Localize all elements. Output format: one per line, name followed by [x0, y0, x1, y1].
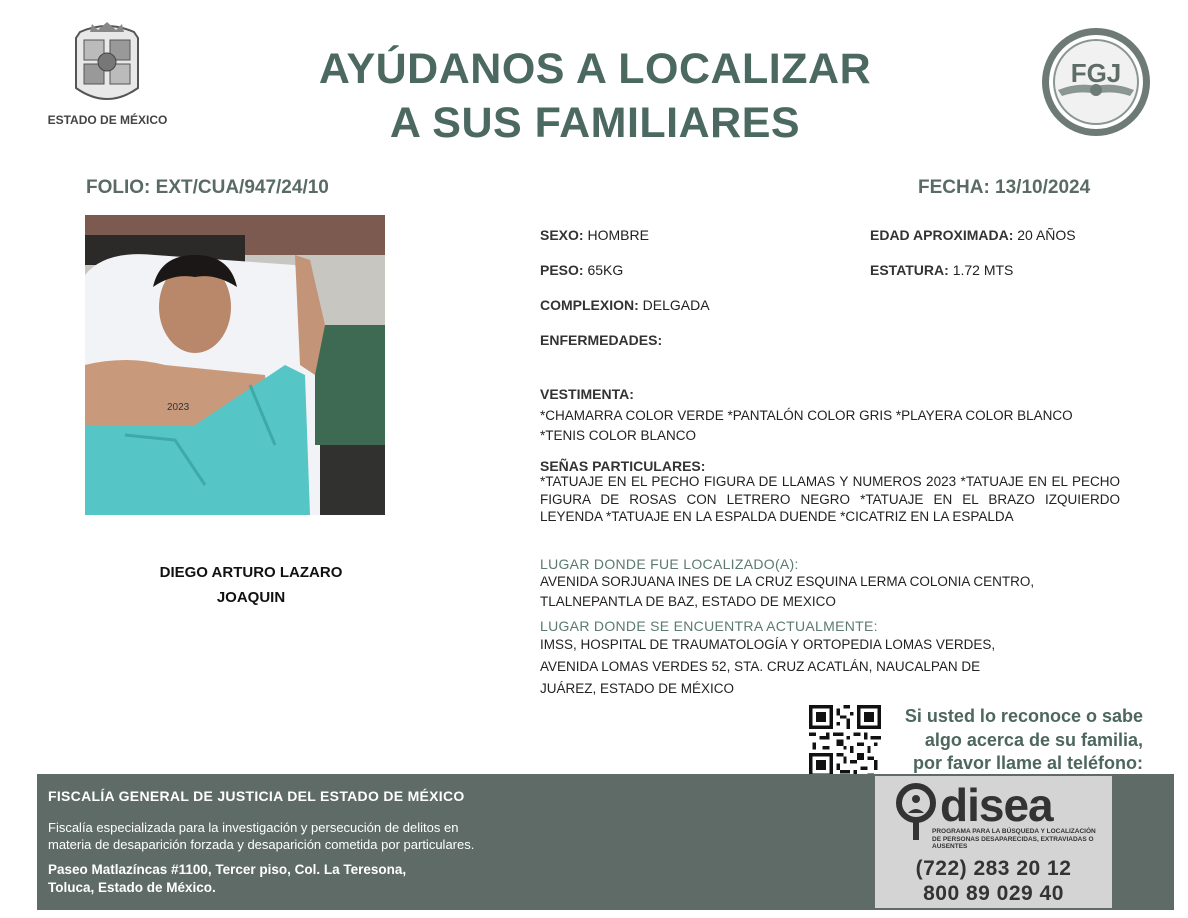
odisea-wordmark: disea	[940, 779, 1053, 831]
localizado-line-1: AVENIDA SORJUANA INES DE LA CRUZ ESQUINA LERMA COLONIA CENTRO,	[540, 574, 1035, 589]
person-photo	[85, 215, 385, 515]
footer-desc-line-1: Fiscalía especializada para la investigación y persecución de delitos en	[48, 820, 459, 835]
footer-title: FISCALÍA GENERAL DE JUSTICIA DEL ESTADO DE MÉXICO	[48, 788, 465, 804]
call-to-action	[878, 705, 1143, 776]
estatura-field	[870, 262, 1013, 278]
localizado-label: LUGAR DONDE FUE LOCALIZADO(A):	[540, 556, 799, 572]
vestimenta-line-2: *TENIS COLOR BLANCO	[540, 428, 697, 443]
edad-label: EDAD APROXIMADA:	[870, 227, 1014, 243]
localizado-section	[540, 556, 1140, 611]
title-line-1: AYÚDANOS A LOCALIZAR	[318, 45, 872, 93]
estatura-value: 1.72 MTS	[952, 262, 1014, 278]
person-name	[120, 560, 382, 610]
footer-address	[48, 861, 648, 897]
page-title	[270, 42, 920, 150]
estado-de-mexico-label: ESTADO DE MÉXICO	[47, 113, 168, 127]
actual-line-2: AVENIDA LOMAS VERDES 52, STA. CRUZ ACATLÁN, NAUCALPAN DE	[540, 659, 981, 674]
estatura-label: ESTATURA:	[870, 262, 949, 278]
fecha: FECHA: 13/10/2024	[918, 177, 1091, 198]
cta-line-3: por favor llame al teléfono:	[912, 753, 1143, 773]
cta-line-1: Si usted lo reconoce o sabe	[904, 706, 1143, 726]
complexion-label: COMPLEXION:	[540, 297, 639, 313]
name-line-2: JOAQUIN	[216, 589, 286, 606]
senas-label: SEÑAS PARTICULARES:	[540, 458, 706, 474]
senas-text: *TATUAJE EN EL PECHO FIGURA DE LLAMAS Y NUMEROS 2023 *TATUAJE EN EL PECHO FIGURA DE ROSAS CON LETRERO NEGRO *TATUAJE EN EL BRAZO IZQUIERDO LEYENDA *TATUAJE EN LA ESPALDA DUENDE *CICATRIZ EN LA ESPALDA	[540, 474, 1120, 524]
svg-text:2023: 2023	[167, 402, 190, 413]
sexo-field	[540, 227, 649, 243]
estado-de-mexico-logo	[62, 18, 152, 114]
footer-addr-line-2: Toluca, Estado de México.	[48, 880, 216, 895]
folio: FOLIO: EXT/CUA/947/24/10	[86, 177, 329, 198]
enfermedades-label: ENFERMEDADES:	[540, 332, 663, 348]
actual-line-1: IMSS, HOSPITAL DE TRAUMATOLOGÍA Y ORTOPEDIA LOMAS VERDES,	[540, 637, 996, 652]
footer-desc-line-2: materia de desaparición forzada y desaparición cometida por particulares.	[48, 836, 475, 852]
peso-value: 65KG	[587, 262, 624, 278]
phone-number-2[interactable]: 800 89 029 40	[923, 882, 1064, 905]
peso-field	[540, 262, 623, 278]
actual-label: LUGAR DONDE SE ENCUENTRA ACTUALMENTE:	[540, 618, 878, 634]
fgj-text: FGJ	[1070, 58, 1122, 88]
phone-number-1[interactable]: (722) 283 20 12	[915, 857, 1072, 880]
qr-code[interactable]	[809, 705, 881, 777]
enfermedades-field	[540, 332, 662, 348]
localizado-line-2: TLALNEPANTLA DE BAZ, ESTADO DE MEXICO	[540, 593, 836, 609]
sexo-label: SEXO:	[540, 227, 584, 243]
actual-section	[540, 618, 1140, 700]
edad-field	[870, 227, 1076, 243]
sexo-value: HOMBRE	[587, 227, 649, 243]
complexion-field	[540, 297, 710, 313]
cta-line-2: algo acerca de su familia,	[924, 729, 1143, 750]
actual-line-3: JUÁREZ, ESTADO DE MÉXICO	[540, 681, 735, 696]
vestimenta-text	[540, 406, 1140, 446]
vestimenta-label: VESTIMENTA:	[540, 386, 634, 402]
footer-addr-line-1: Paseo Matlazíncas #1100, Tercer piso, Col. La Teresona,	[48, 862, 407, 877]
footer-description	[48, 820, 648, 853]
peso-label: PESO:	[540, 262, 584, 278]
complexion-value: DELGADA	[642, 297, 710, 313]
edad-value: 20 AÑOS	[1017, 227, 1076, 243]
odisea-subtitle: PROGRAMA PARA LA BÚSQUEDA Y LOCALIZACIÓN DE PERSONAS DESAPARECIDAS, EXTRAVIADAS O AUSENTES	[932, 828, 1096, 850]
title-line-2: A SUS FAMILIARES	[389, 99, 801, 147]
name-line-1: DIEGO ARTURO LAZARO	[159, 564, 343, 581]
fgj-seal-logo	[1040, 26, 1152, 138]
vestimenta-line-1: *CHAMARRA COLOR VERDE *PANTALÓN COLOR GRIS *PLAYERA COLOR BLANCO	[540, 408, 1073, 423]
